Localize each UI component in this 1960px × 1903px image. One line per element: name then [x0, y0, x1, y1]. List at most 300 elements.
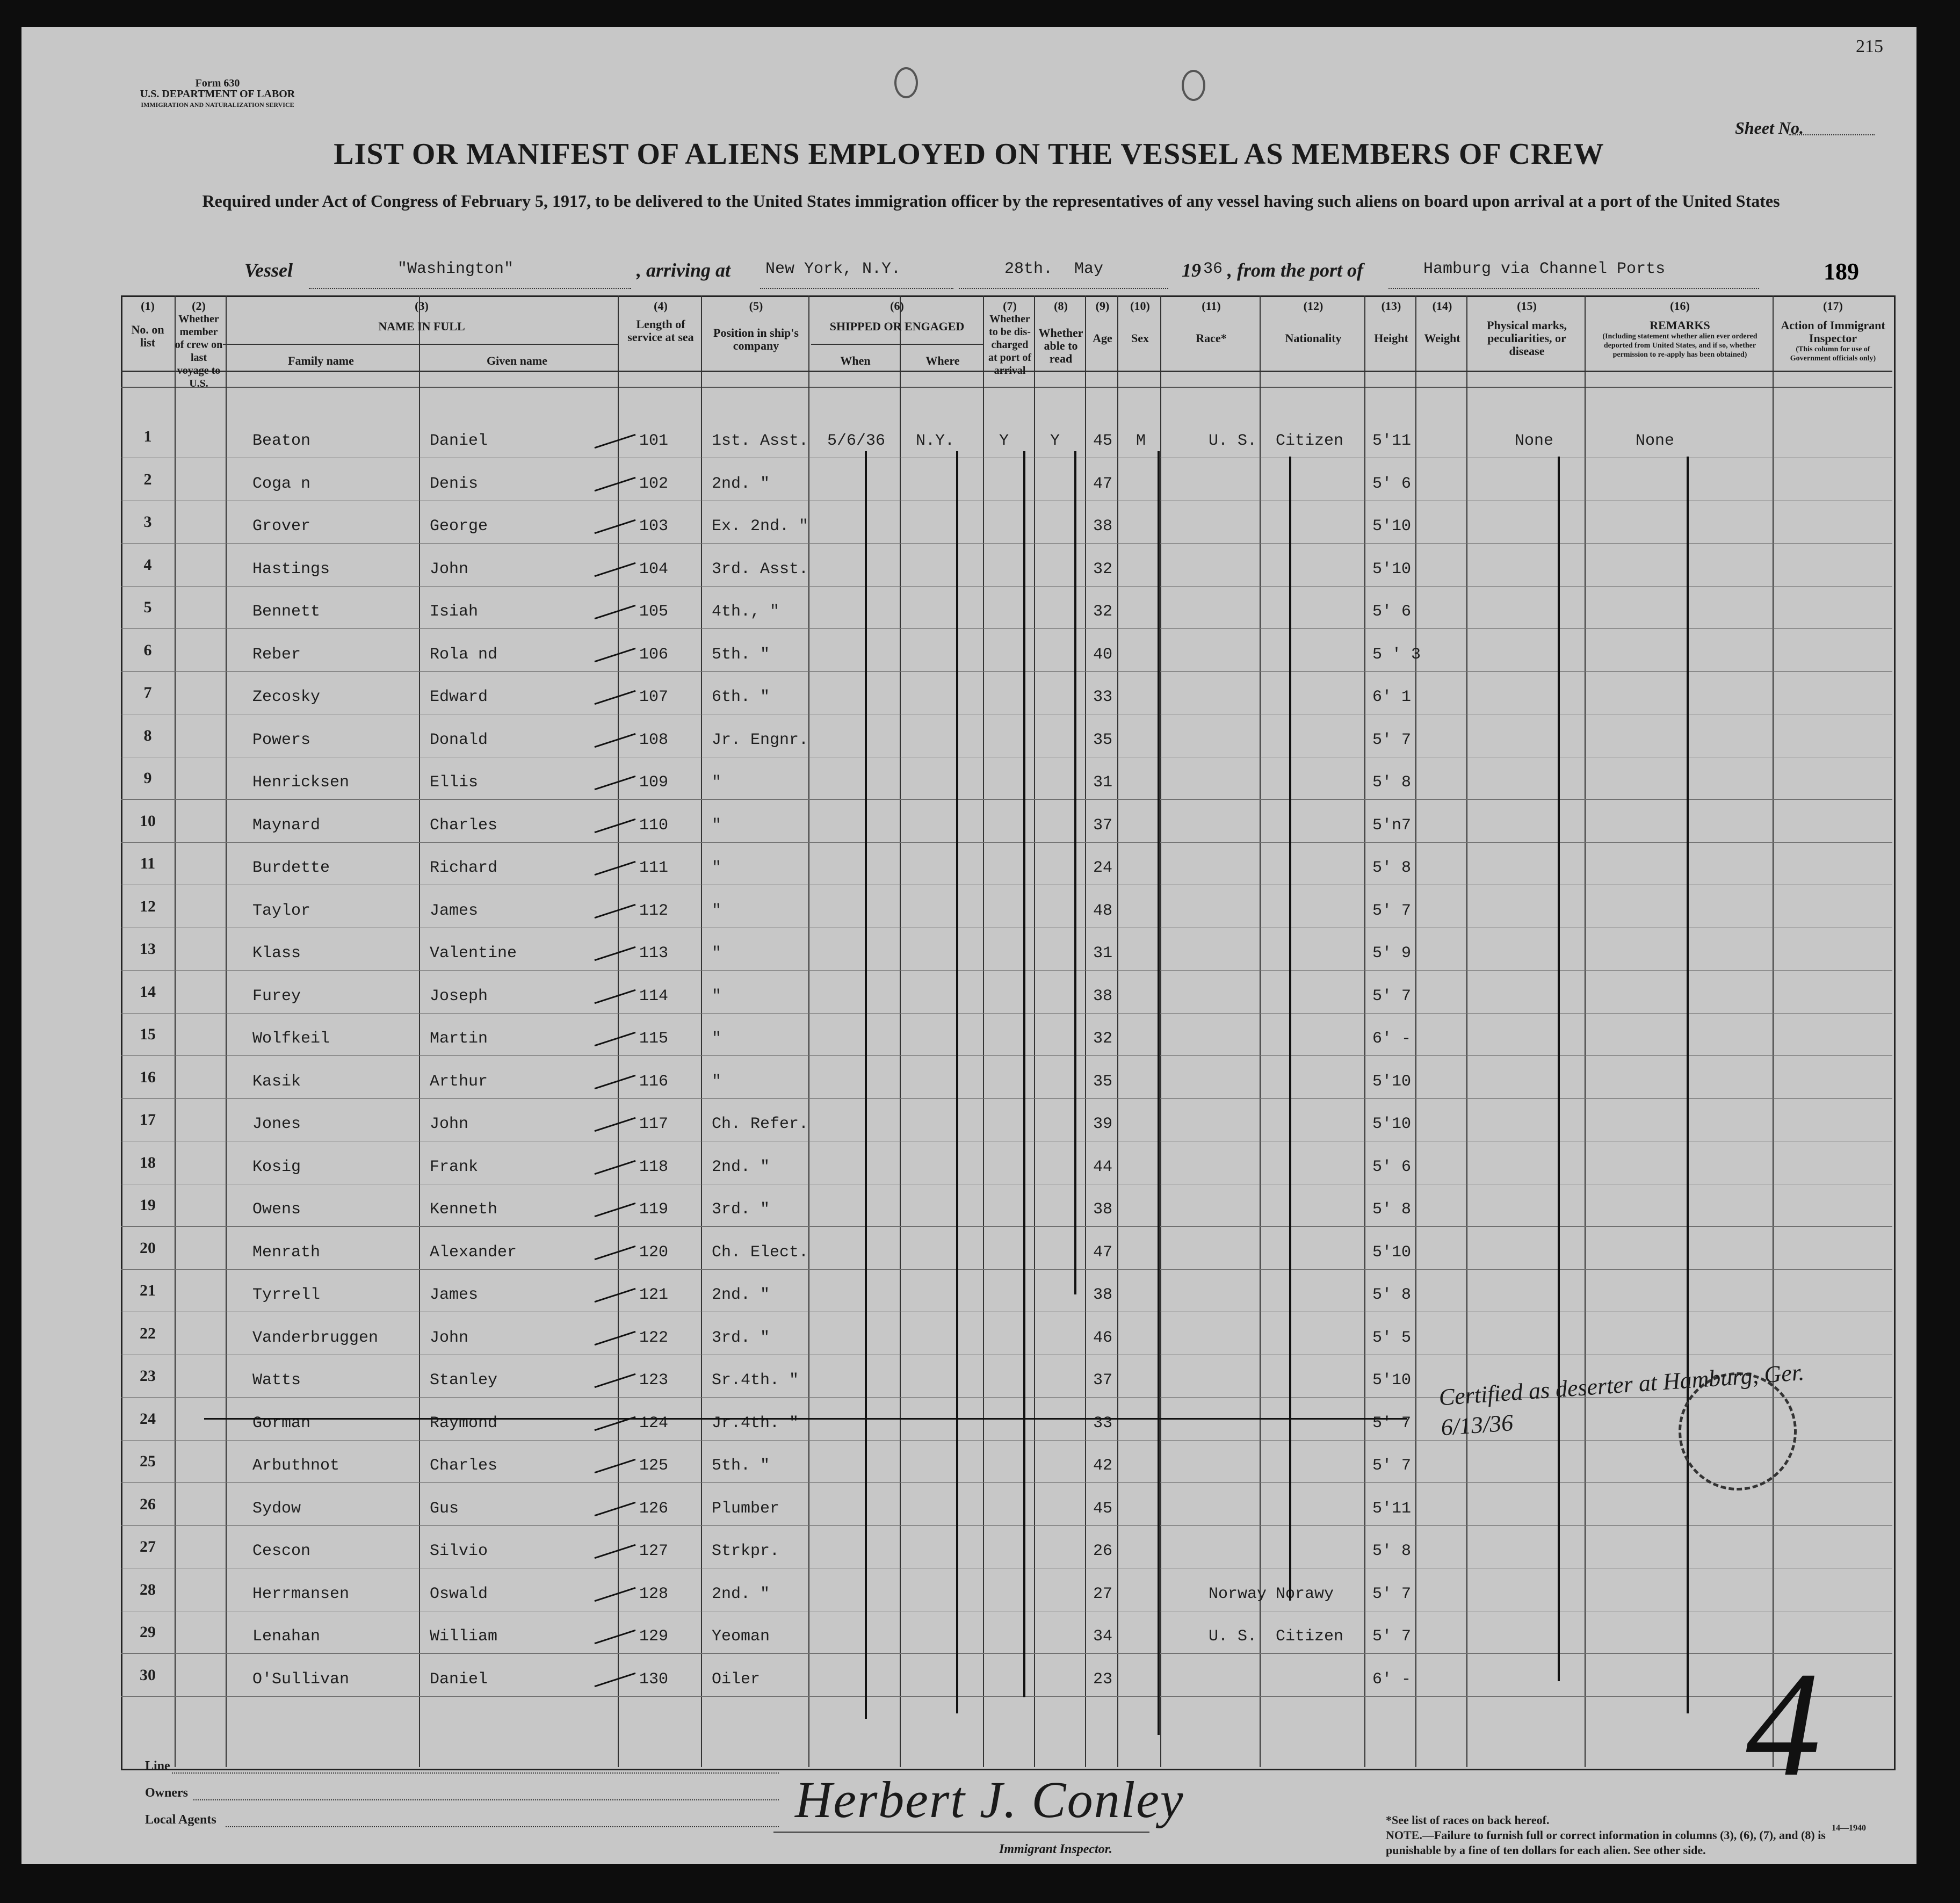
- cell-remarks: None: [1636, 432, 1675, 450]
- row-number: 8: [143, 726, 152, 744]
- row-number: 7: [143, 684, 152, 701]
- cell-position: 6th. ": [712, 688, 770, 706]
- cell-position: Ch. Elect.: [712, 1243, 809, 1262]
- row-rule: [121, 1226, 1892, 1227]
- cell-given: Alexander: [430, 1243, 517, 1262]
- row-number: 16: [140, 1068, 156, 1086]
- cell-family: Arbuthnot: [252, 1457, 340, 1475]
- row-number: 24: [140, 1409, 156, 1428]
- form-header: [126, 78, 309, 110]
- cell-age: 37: [1093, 816, 1113, 835]
- crew-table: [121, 295, 1896, 1770]
- cell-position: Oiler: [712, 1670, 761, 1689]
- owners-label: Owners: [145, 1786, 188, 1800]
- arriving-at: New York, N.Y.: [765, 260, 901, 278]
- cell-height: 5' 9: [1372, 944, 1412, 963]
- form-number: Form 630: [195, 77, 240, 89]
- cell-family: Kasik: [252, 1072, 301, 1091]
- col6-label: SHIPPED OR ENGAGED: [829, 320, 965, 333]
- cell-service: 103: [639, 517, 669, 536]
- cell-family: Sydow: [252, 1499, 301, 1518]
- cell-given: James: [430, 901, 479, 920]
- cell-position: 5th. ": [712, 645, 770, 664]
- ditto-line-nationality: [1289, 457, 1291, 1601]
- col17-label: Action of Immigrant Inspector: [1781, 319, 1885, 345]
- cell-height: 5' 8: [1372, 859, 1412, 877]
- cell-position: ": [712, 944, 722, 963]
- cell-given: John: [430, 560, 469, 578]
- cell-service: 111: [639, 859, 669, 877]
- big-check-mark: 4: [1746, 1640, 1821, 1807]
- cell-family: Burdette: [252, 859, 330, 877]
- row-rule: [121, 1269, 1892, 1270]
- column-rule: [618, 295, 619, 1767]
- cell-age: 26: [1093, 1542, 1113, 1560]
- cell-height: 5'10: [1372, 1371, 1412, 1390]
- cell-family: Watts: [252, 1371, 301, 1390]
- arriving-label: , arriving at: [637, 259, 731, 281]
- cell-family: Zecosky: [252, 688, 321, 706]
- row-rule: [121, 1098, 1892, 1099]
- cell-given: George: [430, 517, 488, 536]
- form-code: 14—1940: [1832, 1824, 1866, 1833]
- cell-when: 5/6/36: [827, 432, 886, 450]
- col16-label: REMARKS: [1650, 319, 1710, 332]
- line-label: Line: [145, 1759, 170, 1773]
- col10-label: Sex: [1131, 331, 1149, 345]
- cell-age: 35: [1093, 730, 1113, 749]
- row-number: 25: [140, 1452, 156, 1470]
- row-number: 21: [140, 1282, 156, 1299]
- cell-age: 32: [1093, 1030, 1113, 1048]
- signature-line: [773, 1832, 1149, 1833]
- cell-service: 107: [639, 688, 669, 706]
- column-rule: [1034, 295, 1035, 1767]
- cell-service: 122: [639, 1328, 669, 1347]
- cell-race: Norway: [1209, 1584, 1267, 1603]
- col14-header: [1418, 300, 1466, 345]
- cell-age: 48: [1093, 901, 1113, 920]
- cell-service: 125: [639, 1457, 669, 1475]
- arriving-underline: [760, 288, 953, 289]
- cell-given: Richard: [430, 859, 498, 877]
- cell-position: 3rd. ": [712, 1200, 770, 1219]
- cell-position: ": [712, 1072, 722, 1091]
- column-rule: [419, 295, 420, 1767]
- cell-family: Maynard: [252, 816, 321, 835]
- row-number: 2: [143, 470, 152, 488]
- column-rule: [1160, 295, 1161, 1767]
- cell-height: 5'11: [1372, 432, 1412, 450]
- cell-height: 5' 7: [1372, 1457, 1412, 1475]
- date-underline: [959, 288, 1168, 289]
- cell-position: 2nd. ": [712, 474, 770, 493]
- row-number: 13: [140, 940, 156, 958]
- cell-given: Silvio: [430, 1542, 488, 1560]
- col10-num: (10): [1130, 299, 1150, 313]
- col9-header: [1088, 300, 1117, 345]
- cell-age: 47: [1093, 1243, 1113, 1262]
- cell-service: 126: [639, 1499, 669, 1518]
- line-field[interactable]: [172, 1772, 779, 1774]
- cell-discharged: Y: [999, 432, 1009, 450]
- cell-age: 45: [1093, 432, 1113, 450]
- cell-height: 5' 7: [1372, 1627, 1412, 1646]
- col11-num: (11): [1202, 299, 1221, 313]
- col4-label: Length of service at sea: [627, 317, 694, 344]
- col7-header: [986, 300, 1034, 377]
- cell-height: 5'10: [1372, 560, 1412, 578]
- cell-given: Isiah: [430, 603, 479, 621]
- col6-header: [811, 300, 983, 333]
- cell-service: 123: [639, 1371, 669, 1390]
- column-rule: [1117, 295, 1118, 1767]
- cell-age: 42: [1093, 1457, 1113, 1475]
- name-subheader-rule: [223, 344, 618, 345]
- row-rule: [121, 1055, 1892, 1056]
- ditto-line-sex: [1158, 451, 1160, 1735]
- cell-family: Wolfkeil: [252, 1030, 330, 1048]
- col11-header: [1163, 300, 1260, 345]
- vessel-line: [21, 252, 1916, 290]
- cell-age: 32: [1093, 603, 1113, 621]
- row-rule: [121, 1696, 1892, 1697]
- cell-given: John: [430, 1328, 469, 1347]
- cell-age: 46: [1093, 1328, 1113, 1347]
- cell-age: 35: [1093, 1072, 1113, 1091]
- cell-height: 5'10: [1372, 1243, 1412, 1262]
- owners-field[interactable]: [193, 1799, 779, 1800]
- cell-position: Yeoman: [712, 1627, 770, 1646]
- cell-height: 6' 1: [1372, 688, 1412, 706]
- cell-given: Stanley: [430, 1371, 498, 1390]
- cell-service: 128: [639, 1584, 669, 1603]
- col17-num: (17): [1823, 299, 1843, 313]
- column-rule: [701, 295, 702, 1767]
- date-month: May: [1074, 260, 1104, 278]
- agents-label: Local Agents: [145, 1813, 216, 1827]
- cell-family: Cescon: [252, 1542, 311, 1560]
- punch-ring: [894, 67, 918, 98]
- row-rule: [121, 1525, 1892, 1526]
- cell-service: 115: [639, 1030, 669, 1048]
- cell-given: Oswald: [430, 1584, 488, 1603]
- row-number: 30: [140, 1666, 156, 1684]
- col13-label: Height: [1374, 331, 1408, 345]
- cell-given: Donald: [430, 730, 488, 749]
- cell-service: 119: [639, 1200, 669, 1219]
- col14-num: (14): [1432, 299, 1452, 313]
- cell-age: 40: [1093, 645, 1113, 664]
- cell-height: 6' -: [1372, 1670, 1412, 1689]
- cell-given: Frank: [430, 1157, 479, 1176]
- cell-position: 2nd. ": [712, 1584, 770, 1603]
- cell-read: Y: [1050, 432, 1060, 450]
- cell-service: 105: [639, 603, 669, 621]
- penalty-note: NOTE.—Failure to furnish full or correct information in columns (3), (6), (7), and (8) is punishable by a fine of ten dollars for each alien. See other side.: [1386, 1828, 1826, 1857]
- cell-given: Valentine: [430, 944, 517, 963]
- cell-given: Martin: [430, 1030, 488, 1048]
- cell-age: 33: [1093, 688, 1113, 706]
- cell-age: 47: [1093, 474, 1113, 493]
- row-number: 3: [143, 513, 152, 531]
- cell-height: 5'11: [1372, 1499, 1412, 1518]
- cell-family: Grover: [252, 517, 311, 536]
- row-number: 10: [140, 812, 156, 830]
- cell-service: 117: [639, 1115, 669, 1133]
- cell-service: 110: [639, 816, 669, 835]
- cell-service: 109: [639, 773, 669, 792]
- col6-num: (6): [890, 299, 904, 313]
- vessel-label: Vessel: [244, 259, 293, 281]
- cell-position: Strkpr.: [712, 1542, 780, 1560]
- footnotes: [1386, 1813, 1826, 1858]
- cell-family: Herrmansen: [252, 1584, 350, 1603]
- cell-given: Kenneth: [430, 1200, 498, 1219]
- corner-mark: 215: [1856, 37, 1883, 56]
- col15-num: (15): [1517, 299, 1537, 313]
- col12-num: (12): [1303, 299, 1323, 313]
- column-rule: [226, 295, 227, 1767]
- column-rule: [983, 295, 984, 1767]
- manifest-sheet: [21, 27, 1916, 1864]
- shipped-subheader-rule: [811, 344, 983, 345]
- cell-given: Arthur: [430, 1072, 488, 1091]
- cell-service: 104: [639, 560, 669, 578]
- cell-age: 33: [1093, 1414, 1113, 1432]
- col17-sub: (This column for use of Government officials only): [1790, 345, 1876, 363]
- cell-position: ": [712, 816, 722, 835]
- cell-service: 101: [639, 432, 669, 450]
- row-number: 23: [140, 1367, 156, 1385]
- row-rule: [121, 842, 1892, 843]
- cell-position: ": [712, 987, 722, 1005]
- cell-service: 112: [639, 901, 669, 920]
- cell-nationality: Citizen: [1276, 432, 1344, 450]
- col15-label: Physical marks, peculiarities, or disease: [1486, 319, 1567, 358]
- row-number: 9: [143, 769, 152, 787]
- col7-label: Whether to be dis-charged at port of arrival: [988, 313, 1031, 377]
- cell-age: 27: [1093, 1584, 1113, 1603]
- punch-ring: [1182, 70, 1205, 101]
- cell-given: John: [430, 1115, 469, 1133]
- col2-label: Whether member of crew on last voyage to U.S.: [175, 313, 223, 389]
- cell-given: Joseph: [430, 987, 488, 1005]
- cell-given: Daniel: [430, 1670, 488, 1689]
- column-header-bottom: [121, 387, 1892, 388]
- column-rule: [1466, 295, 1467, 1767]
- cell-age: 44: [1093, 1157, 1113, 1176]
- ditto-line-discharged: [1023, 451, 1025, 1697]
- cell-height: 5'10: [1372, 1072, 1412, 1091]
- col1-num: (1): [141, 299, 155, 313]
- from-label: , from the port of: [1227, 259, 1364, 281]
- row-24-strikethrough: [204, 1418, 1407, 1420]
- cell-age: 38: [1093, 517, 1113, 536]
- cell-position: ": [712, 1030, 722, 1048]
- col12-header: [1262, 300, 1364, 345]
- row-rule: [121, 586, 1892, 587]
- cell-position: 3rd. ": [712, 1328, 770, 1347]
- row-number: 29: [140, 1623, 156, 1641]
- cell-family: Klass: [252, 944, 301, 963]
- cell-height: 6' -: [1372, 1030, 1412, 1048]
- cell-age: 39: [1093, 1115, 1113, 1133]
- cell-age: 31: [1093, 773, 1113, 792]
- cell-given: James: [430, 1286, 479, 1304]
- col9-num: (9): [1095, 299, 1110, 313]
- cell-height: 5' 7: [1372, 1414, 1412, 1432]
- cell-age: 38: [1093, 987, 1113, 1005]
- cell-position: 3rd. Asst.: [712, 560, 809, 578]
- cell-age: 38: [1093, 1200, 1113, 1219]
- col5-label: Position in ship's company: [713, 326, 799, 352]
- cell-service: 118: [639, 1157, 669, 1176]
- cell-given: Denis: [430, 474, 479, 493]
- cell-sex: M: [1136, 432, 1146, 450]
- sheet-number-field[interactable]: [1789, 134, 1875, 135]
- cell-position: ": [712, 773, 722, 792]
- column-rule: [1415, 295, 1416, 1767]
- vessel-underline: [309, 288, 631, 289]
- inspector-signature: Herbert J. Conley: [795, 1771, 1184, 1828]
- row-number: 11: [140, 855, 156, 872]
- year-prefix: 19: [1182, 259, 1201, 281]
- cell-nationality: Citizen: [1276, 1627, 1344, 1646]
- cell-service: 121: [639, 1286, 669, 1304]
- col5-header: [704, 300, 808, 352]
- cell-height: 5' 8: [1372, 773, 1412, 792]
- cell-family: Coga n: [252, 474, 311, 493]
- cell-family: Vanderbruggen: [252, 1328, 379, 1347]
- col3-num: (3): [415, 299, 429, 313]
- cell-family: O'Sullivan: [252, 1670, 350, 1689]
- cell-family: Kosig: [252, 1157, 301, 1176]
- cell-age: 34: [1093, 1627, 1113, 1646]
- family-name-header: Family name: [288, 354, 354, 367]
- row-number: 1: [143, 428, 152, 445]
- cell-height: 5' 7: [1372, 730, 1412, 749]
- cell-height: 5' 6: [1372, 603, 1412, 621]
- row-rule: [121, 1653, 1892, 1654]
- cell-service: 114: [639, 987, 669, 1005]
- ditto-line-where: [956, 451, 958, 1713]
- cell-service: 113: [639, 944, 669, 963]
- cell-height: 5'10: [1372, 1115, 1412, 1133]
- cell-family: Owens: [252, 1200, 301, 1219]
- cell-given: William: [430, 1627, 498, 1646]
- col13-num: (13): [1381, 299, 1401, 313]
- column-rule: [175, 295, 176, 1767]
- row-number: 6: [143, 641, 152, 659]
- cell-height: 5'n7: [1372, 816, 1412, 835]
- row-rule: [121, 671, 1892, 672]
- column-rule: [1585, 295, 1586, 1767]
- ditto-line-remarks: [1687, 457, 1689, 1713]
- col1-header: [124, 300, 172, 349]
- col5-num: (5): [749, 299, 763, 313]
- cell-family: Powers: [252, 730, 311, 749]
- cell-height: 5' 6: [1372, 474, 1412, 493]
- row-number: 20: [140, 1239, 156, 1257]
- given-name-header: Given name: [486, 354, 548, 367]
- page-subtitle: Required under Act of Congress of February 5, 1917, to be delivered to the United States immigration officer by the representatives of any vessel having such aliens on board upon arrival at a port of the United States: [202, 191, 1780, 211]
- row-number: 18: [140, 1153, 156, 1171]
- col7-num: (7): [1003, 299, 1017, 313]
- col2-num: (2): [192, 299, 206, 313]
- cell-height: 5' 7: [1372, 1584, 1412, 1603]
- cell-position: Jr.4th. ": [712, 1414, 799, 1432]
- column-rule: [1085, 295, 1086, 1767]
- column-rule: [808, 295, 809, 1767]
- cell-age: 23: [1093, 1670, 1113, 1689]
- cell-position: Jr. Engnr.: [712, 730, 809, 749]
- cell-age: 32: [1093, 560, 1113, 578]
- row-number: 22: [140, 1324, 156, 1342]
- cell-position: 5th. ": [712, 1457, 770, 1475]
- cell-race: U. S.: [1209, 432, 1257, 450]
- col3-label: NAME IN FULL: [378, 320, 465, 333]
- cell-position: Ch. Refer.: [712, 1115, 809, 1133]
- cell-nationality: Norawy: [1276, 1584, 1334, 1603]
- col10-header: [1120, 300, 1160, 345]
- date-day: 28th.: [1004, 260, 1053, 278]
- cell-height: 5' 7: [1372, 901, 1412, 920]
- col11-label: Race*: [1196, 331, 1227, 345]
- cell-family: Lenahan: [252, 1627, 321, 1646]
- cell-age: 45: [1093, 1499, 1113, 1518]
- cell-given: Edward: [430, 688, 488, 706]
- cell-given: Rola nd: [430, 645, 498, 664]
- cell-height: 5' 8: [1372, 1200, 1412, 1219]
- col15-header: [1469, 300, 1585, 358]
- row-number: 19: [140, 1196, 156, 1214]
- ditto-line-read: [1074, 451, 1076, 1294]
- cell-service: 106: [639, 645, 669, 664]
- cell-family: Furey: [252, 987, 301, 1005]
- row-number: 15: [140, 1025, 156, 1043]
- col16-header: [1587, 300, 1773, 359]
- column-rule: [1260, 295, 1261, 1767]
- cell-service: 116: [639, 1072, 669, 1091]
- col12-label: Nationality: [1285, 331, 1342, 345]
- agents-field[interactable]: [226, 1826, 779, 1827]
- row-number: 17: [140, 1111, 156, 1128]
- cell-family: Tyrrell: [252, 1286, 321, 1304]
- row-rule: [121, 1482, 1892, 1483]
- row-rule: [121, 543, 1892, 544]
- vessel-page-number: 189: [1824, 258, 1859, 285]
- col8-header: [1037, 300, 1085, 365]
- cell-position: ": [712, 859, 722, 877]
- ditto-line-marks: [1558, 457, 1560, 1681]
- cell-family: Reber: [252, 645, 301, 664]
- col14-label: Weight: [1424, 331, 1460, 345]
- cell-age: 38: [1093, 1286, 1113, 1304]
- cell-height: 5' 6: [1372, 1157, 1412, 1176]
- cell-given: Charles: [430, 816, 498, 835]
- cell-family: Jones: [252, 1115, 301, 1133]
- from-underline: [1388, 288, 1759, 289]
- vessel-name: "Washington": [397, 260, 514, 278]
- cell-service: 108: [639, 730, 669, 749]
- col4-num: (4): [654, 299, 668, 313]
- row-rule: [121, 1440, 1892, 1441]
- cell-service: 130: [639, 1670, 669, 1689]
- row-rule: [121, 799, 1892, 800]
- col9-label: Age: [1093, 331, 1112, 345]
- department: U.S. DEPARTMENT OF LABOR: [140, 88, 295, 100]
